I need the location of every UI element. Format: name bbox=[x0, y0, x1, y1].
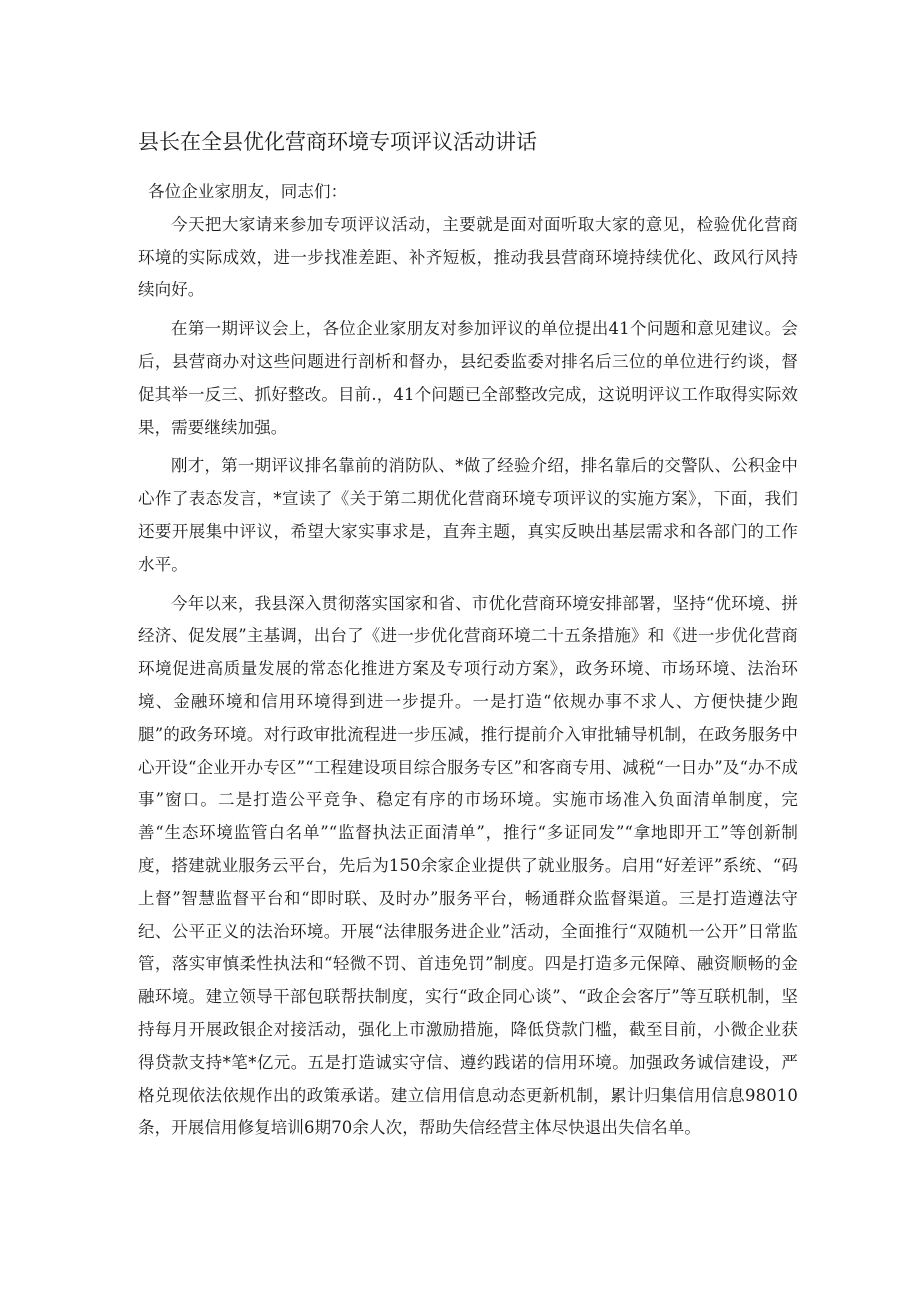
paragraph-achievements: 今年以来，我县深入贯彻落实国家和省、市优化营商环境安排部署，坚持“优环境、拼经济、促发展”主基调，出台了《进一步优化营商环境二十五条措施》和《进一步优化营商环境促进高质量发展的常态化推进方案及专项行动方案》，政务环境、市场环境、法治环境、金融环境和信用环境得到进一步提升。一是打造“依规办事不求人、方便快捷少跑腿”的政务环境。对行政审批流程进一步压减，推行提前介入审批辅导机制，在政务服务中心开设“企业开办专区”“工程建设项目综合服务专区”和客商专用、减税“一日办”及“办不成事”窗口。二是打造公平竞争、稳定有序的市场环境。实施市场准入负面清单制度，完善“生态环境监管白名单”“监督执法正面清单”，推行“多证同发”“拿地即开工”等创新制度，搭建就业服务云平台，先后为150余家企业提供了就业服务。启用“好差评”系统、“码上督”智慧监督平台和“即时联、及时办”服务平台，畅通群众监督渠道。三是打造遵法守纪、公平正义的法治环境。开展“法律服务进企业”活动，全面推行“双随机一公开”日常监管，落实审慎柔性执法和“轻微不罚、首违免罚”制度。四是打造多元保障、融资顺畅的金融环境。建立领导干部包联帮扶制度，实行“政企同心谈”、“政企会客厅”等互联机制，坚持每月开展政银企对接活动，强化上市激励措施，降低贷款门槛，截至目前，小微企业获得贷款支持*笔*亿元。五是打造诚实守信、遵约践诺的信用环境。加强政务诚信建设，严格兑现依法依规作出的政策承诺。建立信用信息动态更新机制，累计归集信用信息98010条，开展信用修复培训6期70余人次，帮助失信经营主体尽快退出失信名单。 bbox=[138, 593, 798, 1138]
paragraph-first-review: 在第一期评议会上，各位企业家朋友对参加评议的单位提出41个问题和意见建议。会后，县营商办对这些问题进行剖析和督办，县纪委监委对排名后三位的单位进行约谈，督促其举一反三、抓好整改。目前.，41个问题已全部整改完成，这说明评议工作取得实际效果，需要继续加强。 bbox=[138, 319, 798, 437]
document-body bbox=[138, 176, 798, 1145]
document-title: 县长在全县优化营商环境专项评议活动讲话 bbox=[138, 130, 537, 154]
paragraph-opening: 今天把大家请来参加专项评议活动，主要就是面对面听取大家的意见，检验优化营商环境的实际成效，进一步找准差距、补齐短板，推动我县营商环境持续优化、政风行风持续向好。 bbox=[138, 214, 798, 300]
salutation: 各位企业家朋友，同志们： bbox=[148, 182, 348, 201]
paragraph-review-agenda: 刚才，第一期评议排名靠前的消防队、*做了经验介绍，排名靠后的交警队、公积金中心作了表态发言，*宣读了《关于第二期优化营商环境专项评议的实施方案》，下面，我们还要开展集中评议，希望大家实事求是，直奔主题，真实反映出基层需求和各部门的工作水平。 bbox=[138, 456, 798, 574]
